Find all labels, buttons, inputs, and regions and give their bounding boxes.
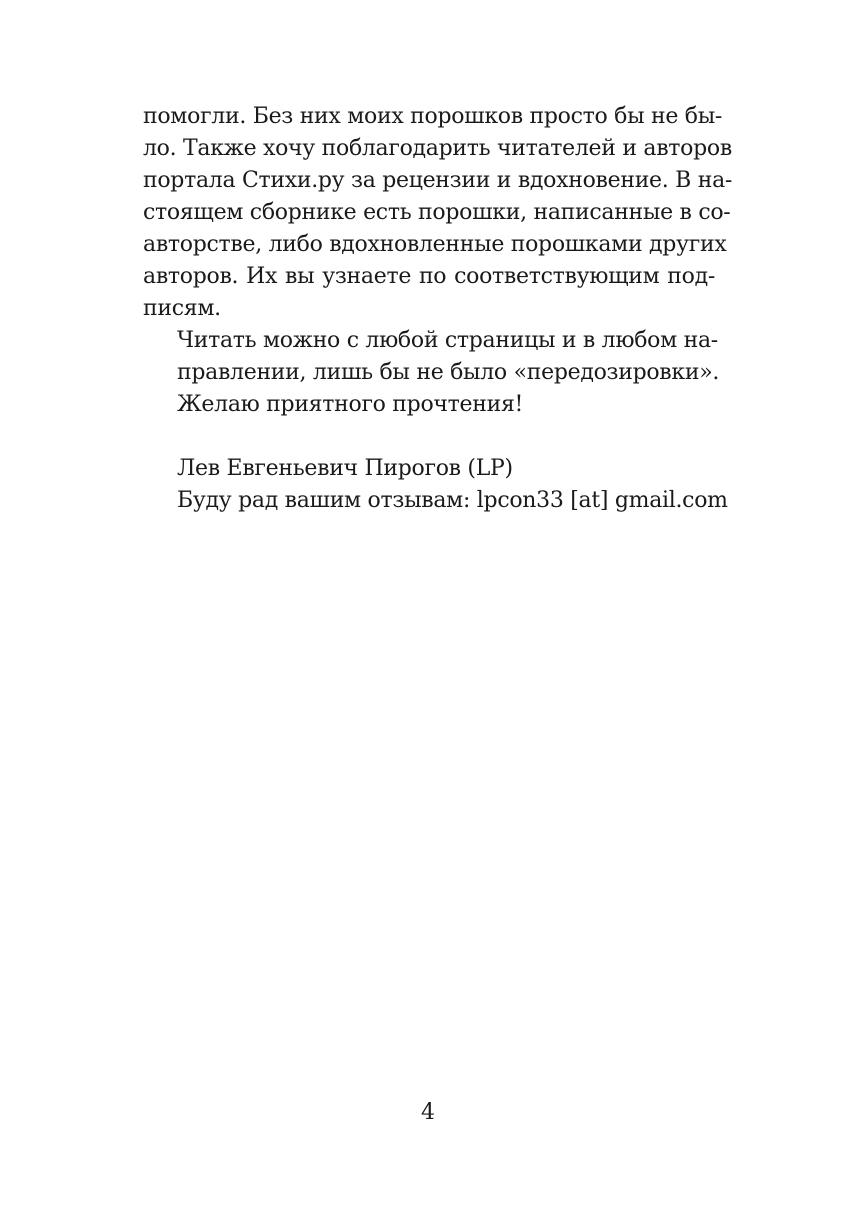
author-signature: Лев Евгеньевич Пирогов (LP) bbox=[177, 456, 513, 481]
text-line: писям. bbox=[143, 296, 221, 321]
text-line: правлении, лишь бы не было «передозировки». bbox=[177, 360, 720, 385]
text-line: авторстве, либо вдохновленные порошками других bbox=[143, 232, 727, 257]
text-line: ло. Также хочу поблагодарить читателей и авторов bbox=[143, 136, 732, 161]
text-line: стоящем сборнике есть порошки, написанные в со- bbox=[143, 200, 731, 225]
text-line: Читать можно с любой страницы и в любом на- bbox=[177, 328, 718, 353]
text-line: авторов. Их вы узнаете по соответствующим под- bbox=[143, 264, 715, 289]
page-body bbox=[143, 101, 733, 517]
text-line: Желаю приятного прочтения! bbox=[177, 392, 524, 417]
contact-line: Буду рад вашим отзывам: lpcon33 [at] gmail.com bbox=[177, 488, 728, 513]
page-number: 4 bbox=[421, 1100, 435, 1125]
text-line: помогли. Без них моих порошков просто бы не бы- bbox=[143, 104, 723, 129]
text-line: портала Стихи.ру за рецензии и вдохновение. В на- bbox=[143, 168, 733, 193]
blank-line bbox=[143, 421, 715, 453]
